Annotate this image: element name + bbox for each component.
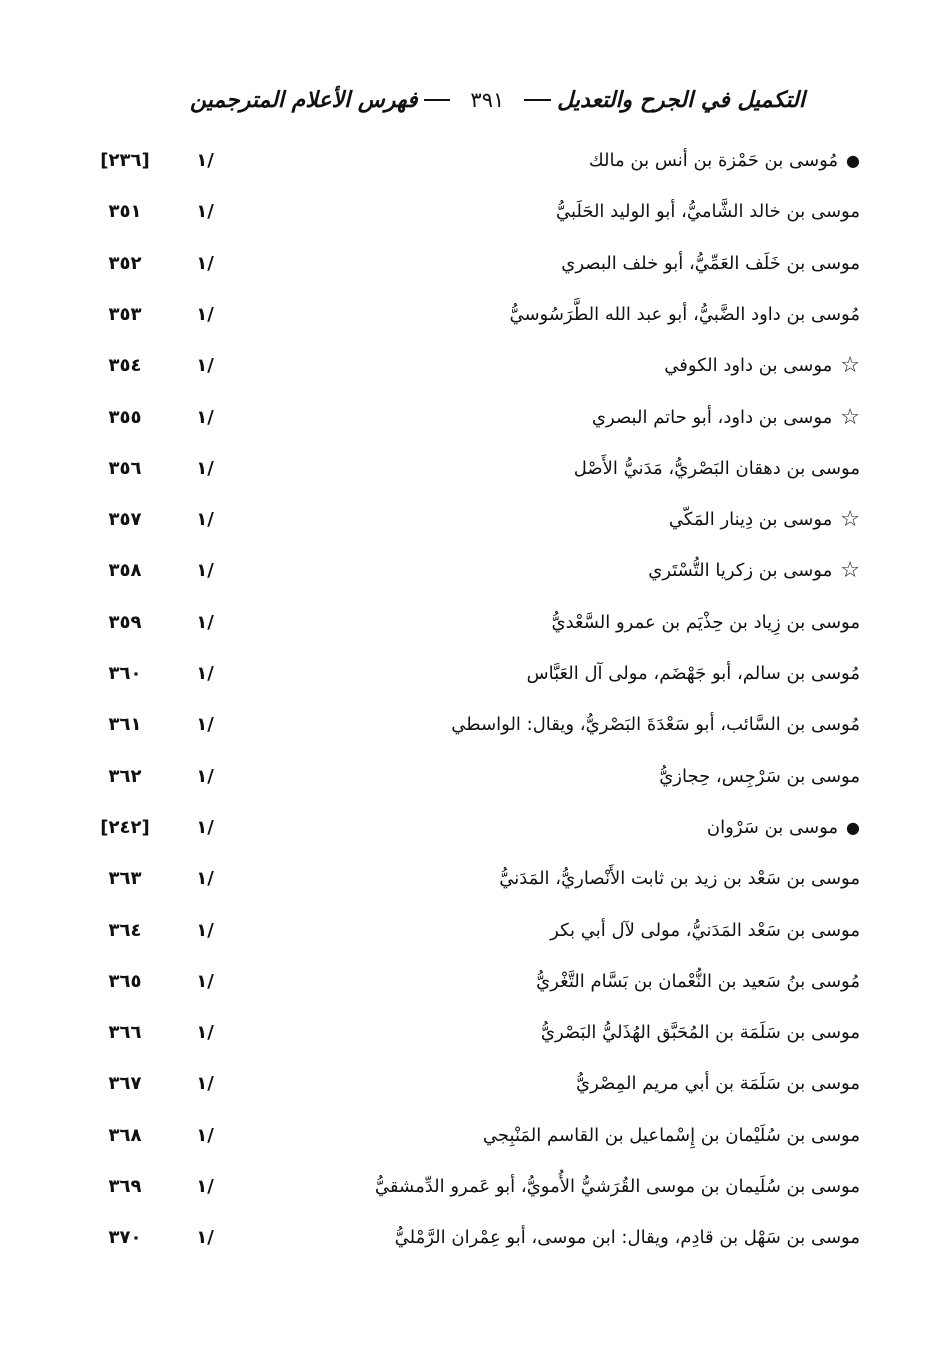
entry-name [648,551,860,591]
entry-name [576,1064,860,1104]
index-entry [80,398,860,438]
entry-page-number: ٣٦٣ [108,868,142,890]
index-entry [80,911,860,951]
index-entry [80,1064,860,1104]
entry-name [707,808,860,848]
index-entry [80,808,860,848]
entry-name [541,1013,860,1053]
bullet-icon: ● [846,817,860,837]
entry-name-text: موسى بن سَهْل بن قادِم، ويقال: ابن موسى، أبو عِمْران الرَّمْليُّ [394,1227,860,1249]
index-entry [80,603,860,643]
entry-name [483,1116,860,1156]
entry-page-number: ٣٥٨ [108,560,142,582]
entry-volume: ١/ [196,663,214,684]
entry-name-text: موسى بن سَلَمَة بن أبي مريم المِصْريُّ [576,1073,860,1095]
entry-volume: ١/ [196,611,214,633]
entry-name-text: موسى بن زكريا التُّسْتَري [648,560,833,582]
entry-page-number: [٢٣٦] [100,150,150,171]
entry-volume: ١/ [196,406,214,428]
entry-volume: ١/ [196,1176,214,1197]
book-title: التكميل في الجرح والتعديل [557,87,805,113]
entry-name-text: موسى بن سَرْجِس، حِجازيُّ [659,765,860,787]
header-dash [424,99,451,101]
entry-volume: ١/ [196,919,214,941]
entry-page-number: ٣٥٣ [108,303,142,325]
entry-page-number: ٣٦٨ [108,1124,142,1146]
page-header [190,82,805,118]
entry-page-number: ٣٥٢ [108,252,142,274]
entry-name-text: مُوسى بن سالم، أبو جَهْضَم، مولى آل العَبَّاس [526,663,860,684]
entry-page-number: ٣٦٦ [108,1022,142,1044]
entry-volume: ١/ [196,252,214,274]
entry-page-number: ٣٦٥ [108,970,142,992]
entry-name [550,911,860,951]
entry-page-number: ٣٦٢ [108,765,142,787]
entry-page-number: ٣٥٦ [108,457,142,479]
entry-page-number: ٣٧٠ [108,1227,142,1249]
entry-name-text: مُوسى بن داود الضَّبيُّ، أبو عبد الله الطَّرَسُوسيُّ [509,303,860,325]
entry-name [659,757,860,797]
index-entry [80,244,860,284]
entry-name-text: موسى بن سَعْد المَدَنيُّ، مولى لآل أبي بكر [550,919,860,941]
index-entry [80,1116,860,1156]
entry-volume: ١/ [196,714,214,736]
entry-volume: ١/ [196,1227,214,1249]
entry-page-number: ٣٥٥ [108,406,142,428]
index-entry [80,962,860,1002]
entry-name [451,705,860,745]
entry-page-number: ٣٥٧ [108,509,142,531]
star-icon: ☆ [840,507,860,533]
entry-volume: ١/ [196,509,214,531]
entry-name [589,141,860,181]
index-entry [80,141,860,181]
entry-volume: ١/ [196,457,214,479]
entry-volume: ١/ [196,355,214,377]
entry-name-text: موسى بن خالد الشَّاميُّ، أبو الوليد الحَلَبيُّ [555,201,860,223]
index-entry [80,346,860,386]
entry-volume: ١/ [196,150,214,171]
entry-volume: ١/ [196,1022,214,1044]
entry-name [669,500,860,540]
bullet-icon: ● [846,151,860,170]
entry-volume: ١/ [196,868,214,890]
entry-name-text: موسى بن داود الكوفي [664,355,833,377]
entry-name-text: موسى بن داود، أبو حاتم البصري [591,406,833,428]
index-entry [80,295,860,335]
entry-name-text: موسى بن دِينار المَكّي [668,509,833,531]
entry-volume: ١/ [196,1124,214,1146]
index-entry [80,500,860,540]
section-title: فهرس الأعلام المترجمين [190,87,418,113]
index-entry [80,192,860,232]
entry-page-number: ٣٥٩ [108,611,142,633]
entry-volume: ١/ [196,816,214,838]
star-icon: ☆ [840,353,860,379]
index-entry [80,449,860,489]
entry-name-text: مُوسى بنُ سَعيد بن النُّعْمان بن بَسَّام التَّغْريُّ [536,970,860,992]
index-entry [80,1167,860,1207]
entry-name [664,346,860,386]
star-icon: ☆ [840,404,860,430]
entry-name-text: مُوسى بن السَّائب، أبو سَعْدَةَ البَصْريُّ، ويقال: الواسطي [451,714,860,736]
entry-name-text: موسى بن سَلَمَة بن المُحَبَّق الهُذَليُّ البَصْريُّ [540,1022,860,1044]
entry-name [574,449,860,489]
index-entry [80,1218,860,1258]
entry-page-number: ٣٦٩ [108,1176,142,1197]
entry-name-text: موسى بن خَلَف العَمِّيُّ، أبو خلف البصري [561,252,860,274]
entry-page-number: ٣٥٤ [108,355,142,377]
entry-name-text: موسى بن سَعْد بن زيد بن ثابت الأَنْصاريُّ، المَدَنيُّ [499,868,860,890]
index-entry [80,654,860,694]
entry-page-number: ٣٦٤ [108,919,142,941]
entry-name [592,398,860,438]
entry-name [551,603,860,643]
entry-page-number: [٢٤٢] [100,816,150,838]
entry-name-text: موسى بن دهقان البَصْريُّ، مَدَنيُّ الأَصْل [573,457,860,479]
entry-volume: ١/ [196,1073,214,1095]
entry-name [527,654,860,694]
entry-page-number: ٣٦٧ [108,1073,142,1095]
entry-volume: ١/ [196,201,214,223]
index-entry [80,551,860,591]
entry-name-text: موسى بن سَرْوان [706,816,839,838]
entry-name [509,295,860,335]
entry-name [536,962,860,1002]
entry-name [499,859,860,899]
index-entry [80,859,860,899]
entry-volume: ١/ [196,970,214,992]
index-entry [80,705,860,745]
page-number: ٣٩١ [470,88,505,112]
entry-page-number: ٣٥١ [108,201,142,223]
entry-name-text: موسى بن زِياد بن حِذْيَم بن عمرو السَّعْديُّ [551,611,860,633]
entry-name [375,1167,860,1207]
header-dash [524,99,551,101]
entry-name [556,192,860,232]
entry-page-number: ٣٦١ [108,714,142,736]
entry-name-text: مُوسى بن حَمْزة بن أنس بن مالك [588,150,839,171]
entry-volume: ١/ [196,765,214,787]
index-entry [80,757,860,797]
entry-volume: ١/ [196,560,214,582]
entry-name-text: موسى بن سُلَيمان بن موسى القُرَشيُّ الأُمويُّ، أبو عَمرو الدِّمشقيُّ [374,1176,860,1197]
index-entry [80,1013,860,1053]
entry-volume: ١/ [196,303,214,325]
entry-name [395,1218,860,1258]
entry-name-text: موسى بن سُلَيْمان بن إِسْماعيل بن القاسم المَنْبِجي [482,1124,860,1146]
star-icon: ☆ [840,558,860,584]
entry-page-number: ٣٦٠ [108,663,142,684]
entry-name [561,244,860,284]
